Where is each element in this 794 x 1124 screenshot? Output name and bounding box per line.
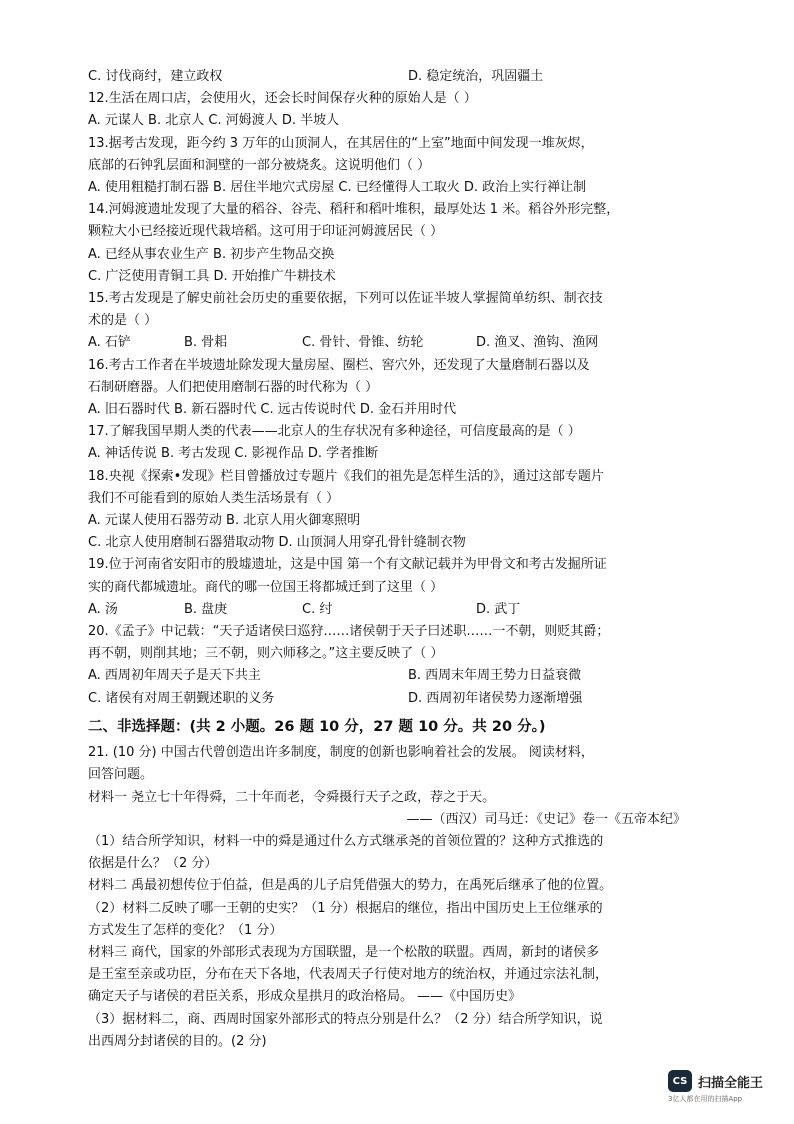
option-d: D. 武丁 — [476, 601, 521, 617]
options-row — [88, 599, 728, 621]
text-line: 确定天子与诸侯的君臣关系，形成众星拱月的政治格局。 ——《中国历史》 — [88, 989, 522, 1005]
option-b: B. 骨耜 — [184, 335, 228, 351]
option-a: A. 汤 — [88, 601, 118, 617]
text-line: 石制研磨器。人们把使用磨制石器的时代称为（ ） — [88, 379, 379, 395]
citation-source: ——（西汉）司马迁：《史记》卷一《五帝本纪》 — [406, 811, 686, 827]
text-line: A. 元谋人使用石器劳动 B. 北京人用火御寒照明 — [88, 513, 361, 529]
text-line: 材料一 尧立七十年得舜，二十年而老，令舜摄行天子之政，荐之于天。 — [88, 789, 496, 805]
text-line: （1）结合所学知识，材料一中的舜是通过什么方式继承尧的首领位置的？这种方式推选的 — [88, 833, 604, 849]
text-line: A. 神话传说 B. 考古发现 C. 影视作品 D. 学者推断 — [88, 446, 379, 462]
camscanner-logo-icon: CS — [668, 1070, 692, 1092]
text-line: 15.考古发现是了解史前社会历史的重要依据，下列可以佐证半坡人掌握简单纺织、制衣技 — [88, 291, 603, 307]
text-line: C. 北京人使用磨制石器猎取动物 D. 山顶洞人用穿孔骨针缝制衣物 — [88, 535, 466, 551]
text-line: A. 使用粗糙打制石器 B. 居住半地穴式房屋 C. 已经懂得人工取火 D. 政治上实行禅让制 — [88, 180, 587, 196]
option-a: A. 石铲 — [88, 335, 131, 351]
text-line: 我们不可能看到的原始人类生活场景有（ ） — [88, 490, 340, 506]
text-line: C. 广泛使用青铜工具 D. 开始推广牛耕技术 — [88, 268, 336, 284]
scanner-brand-name: 扫描全能王 — [698, 1075, 764, 1091]
text-line: 出西周分封诸侯的目的。(2 分) — [88, 1033, 267, 1049]
options-row — [88, 66, 728, 88]
text-line: （2）材料二反映了哪一王朝的史实？（1 分）根据启的继位，指出中国历史上王位继承的 — [88, 900, 603, 916]
text-line: 16.考古工作者在半坡遗址除发现大量房屋、圈栏、窖穴外，还发现了大量磨制石器以及 — [88, 357, 590, 373]
option-b: B. 盘庚 — [184, 601, 228, 617]
text-line: 术的是（ ） — [88, 313, 158, 329]
text-line: A. 元谋人 B. 北京人 C. 河姆渡人 D. 半坡人 — [88, 113, 340, 129]
option-c: C. 纣 — [302, 601, 333, 617]
text-line: 实的商代都城遗址。商代的哪一位国王将都城迁到了这里（ ） — [88, 579, 444, 595]
text-line: A. 已经从事农业生产 B. 初步产生物品交换 — [88, 246, 335, 262]
scanner-watermark — [668, 1070, 778, 1104]
text-line: 14.河姆渡遗址发现了大量的稻谷、谷壳、稻秆和稻叶堆积，最厚处达 1 米。稻谷外形完整， — [88, 202, 620, 218]
text-line: 方式发生了怎样的变化？（1 分） — [88, 922, 283, 938]
text-line: 21. (10 分) 中国古代曾创造出许多制度，制度的创新也影响着社会的发展。 阅读材料， — [88, 745, 594, 761]
text-line: 再不朝，则削其地；三不朝，则六师移之。”这主要反映了（ ） — [88, 646, 444, 662]
text-line: 颗粒大小已经接近现代栽培稻。这可用于印证河姆渡居民（ ） — [88, 224, 444, 240]
option-b: D. 稳定统治，巩固疆土 — [408, 69, 544, 84]
text-line: 材料三 商代，国家的外部形式表现为方国联盟，是一个松散的联盟。西周，新封的诸侯多 — [88, 944, 600, 960]
text-line: 是王室至亲或功臣，分布在天下各地，代表周天子行使对地方的统治权，并通过宗法礼制， — [88, 967, 609, 983]
options-row — [88, 332, 728, 354]
text-line: 回答问题。 — [88, 767, 154, 783]
text-line: （3）据材料二，商、西周时国家外部形式的特点分别是什么？（2 分）结合所学知识，说 — [88, 1011, 603, 1027]
text-line: 19.位于河南省安阳市的殷墟遗址，这是中国 第一个有文献记载并为甲骨文和考古发掘所证 — [88, 557, 607, 573]
option-c: C. 骨针、骨锥、纺轮 — [302, 335, 424, 351]
option-b: B. 西周末年周王势力日益衰微 — [408, 668, 582, 684]
text-line: 18.央视《探索•发现》栏目曾播放过专题片《我们的祖先是怎样生活的》，通过这部专题片 — [88, 468, 604, 484]
scanner-tagline: 3亿人都在用的扫描App — [668, 1095, 743, 1103]
text-line: 13.据考古发现，距今约 3 万年的山顶洞人，在其居住的“上室”地面中间发现一堆灰烬， — [88, 135, 594, 151]
section-heading: 二、非选择题：(共 2 小题。26 题 10 分，27 题 10 分。共 20 分。) — [88, 718, 546, 735]
text-line: 材料二 禹最初想传位于伯益，但是禹的儿子启凭借强大的势力，在禹死后继承了他的位置。 — [88, 878, 613, 894]
options-row — [88, 665, 728, 687]
option-a: C. 诸侯有对周王朝觐述职的义务 — [88, 690, 275, 706]
option-a: A. 西周初年周天子是天下共主 — [88, 668, 261, 684]
text-line: 12.生活在周口店，会使用火，还会长时间保存火种的原始人是（ ） — [88, 91, 477, 107]
options-row — [88, 688, 728, 710]
exam-page — [88, 66, 728, 1053]
text-line: 17.了解我国早期人类的代表——北京人的生存状况有多种途径，可信度最高的是（ ） — [88, 424, 581, 440]
text-line: 依据是什么？（2 分） — [88, 856, 218, 872]
option-d: D. 渔叉、渔钩、渔网 — [476, 335, 599, 351]
text-line: A. 旧石器时代 B. 新石器时代 C. 远古传说时代 D. 金石并用时代 — [88, 402, 457, 418]
option-b: D. 西周初年诸侯势力逐渐增强 — [408, 690, 583, 706]
text-line: 底部的石钟乳层面和洞壁的一部分被烧炙。这说明他们（ ） — [88, 157, 431, 173]
text-line: 20.《孟子》中记载：“天子适诸侯曰巡狩……诸侯朝于天子曰述职……一不朝，则贬其爵； — [88, 624, 610, 640]
option-a: C. 讨伐商纣，建立政权 — [88, 69, 223, 84]
